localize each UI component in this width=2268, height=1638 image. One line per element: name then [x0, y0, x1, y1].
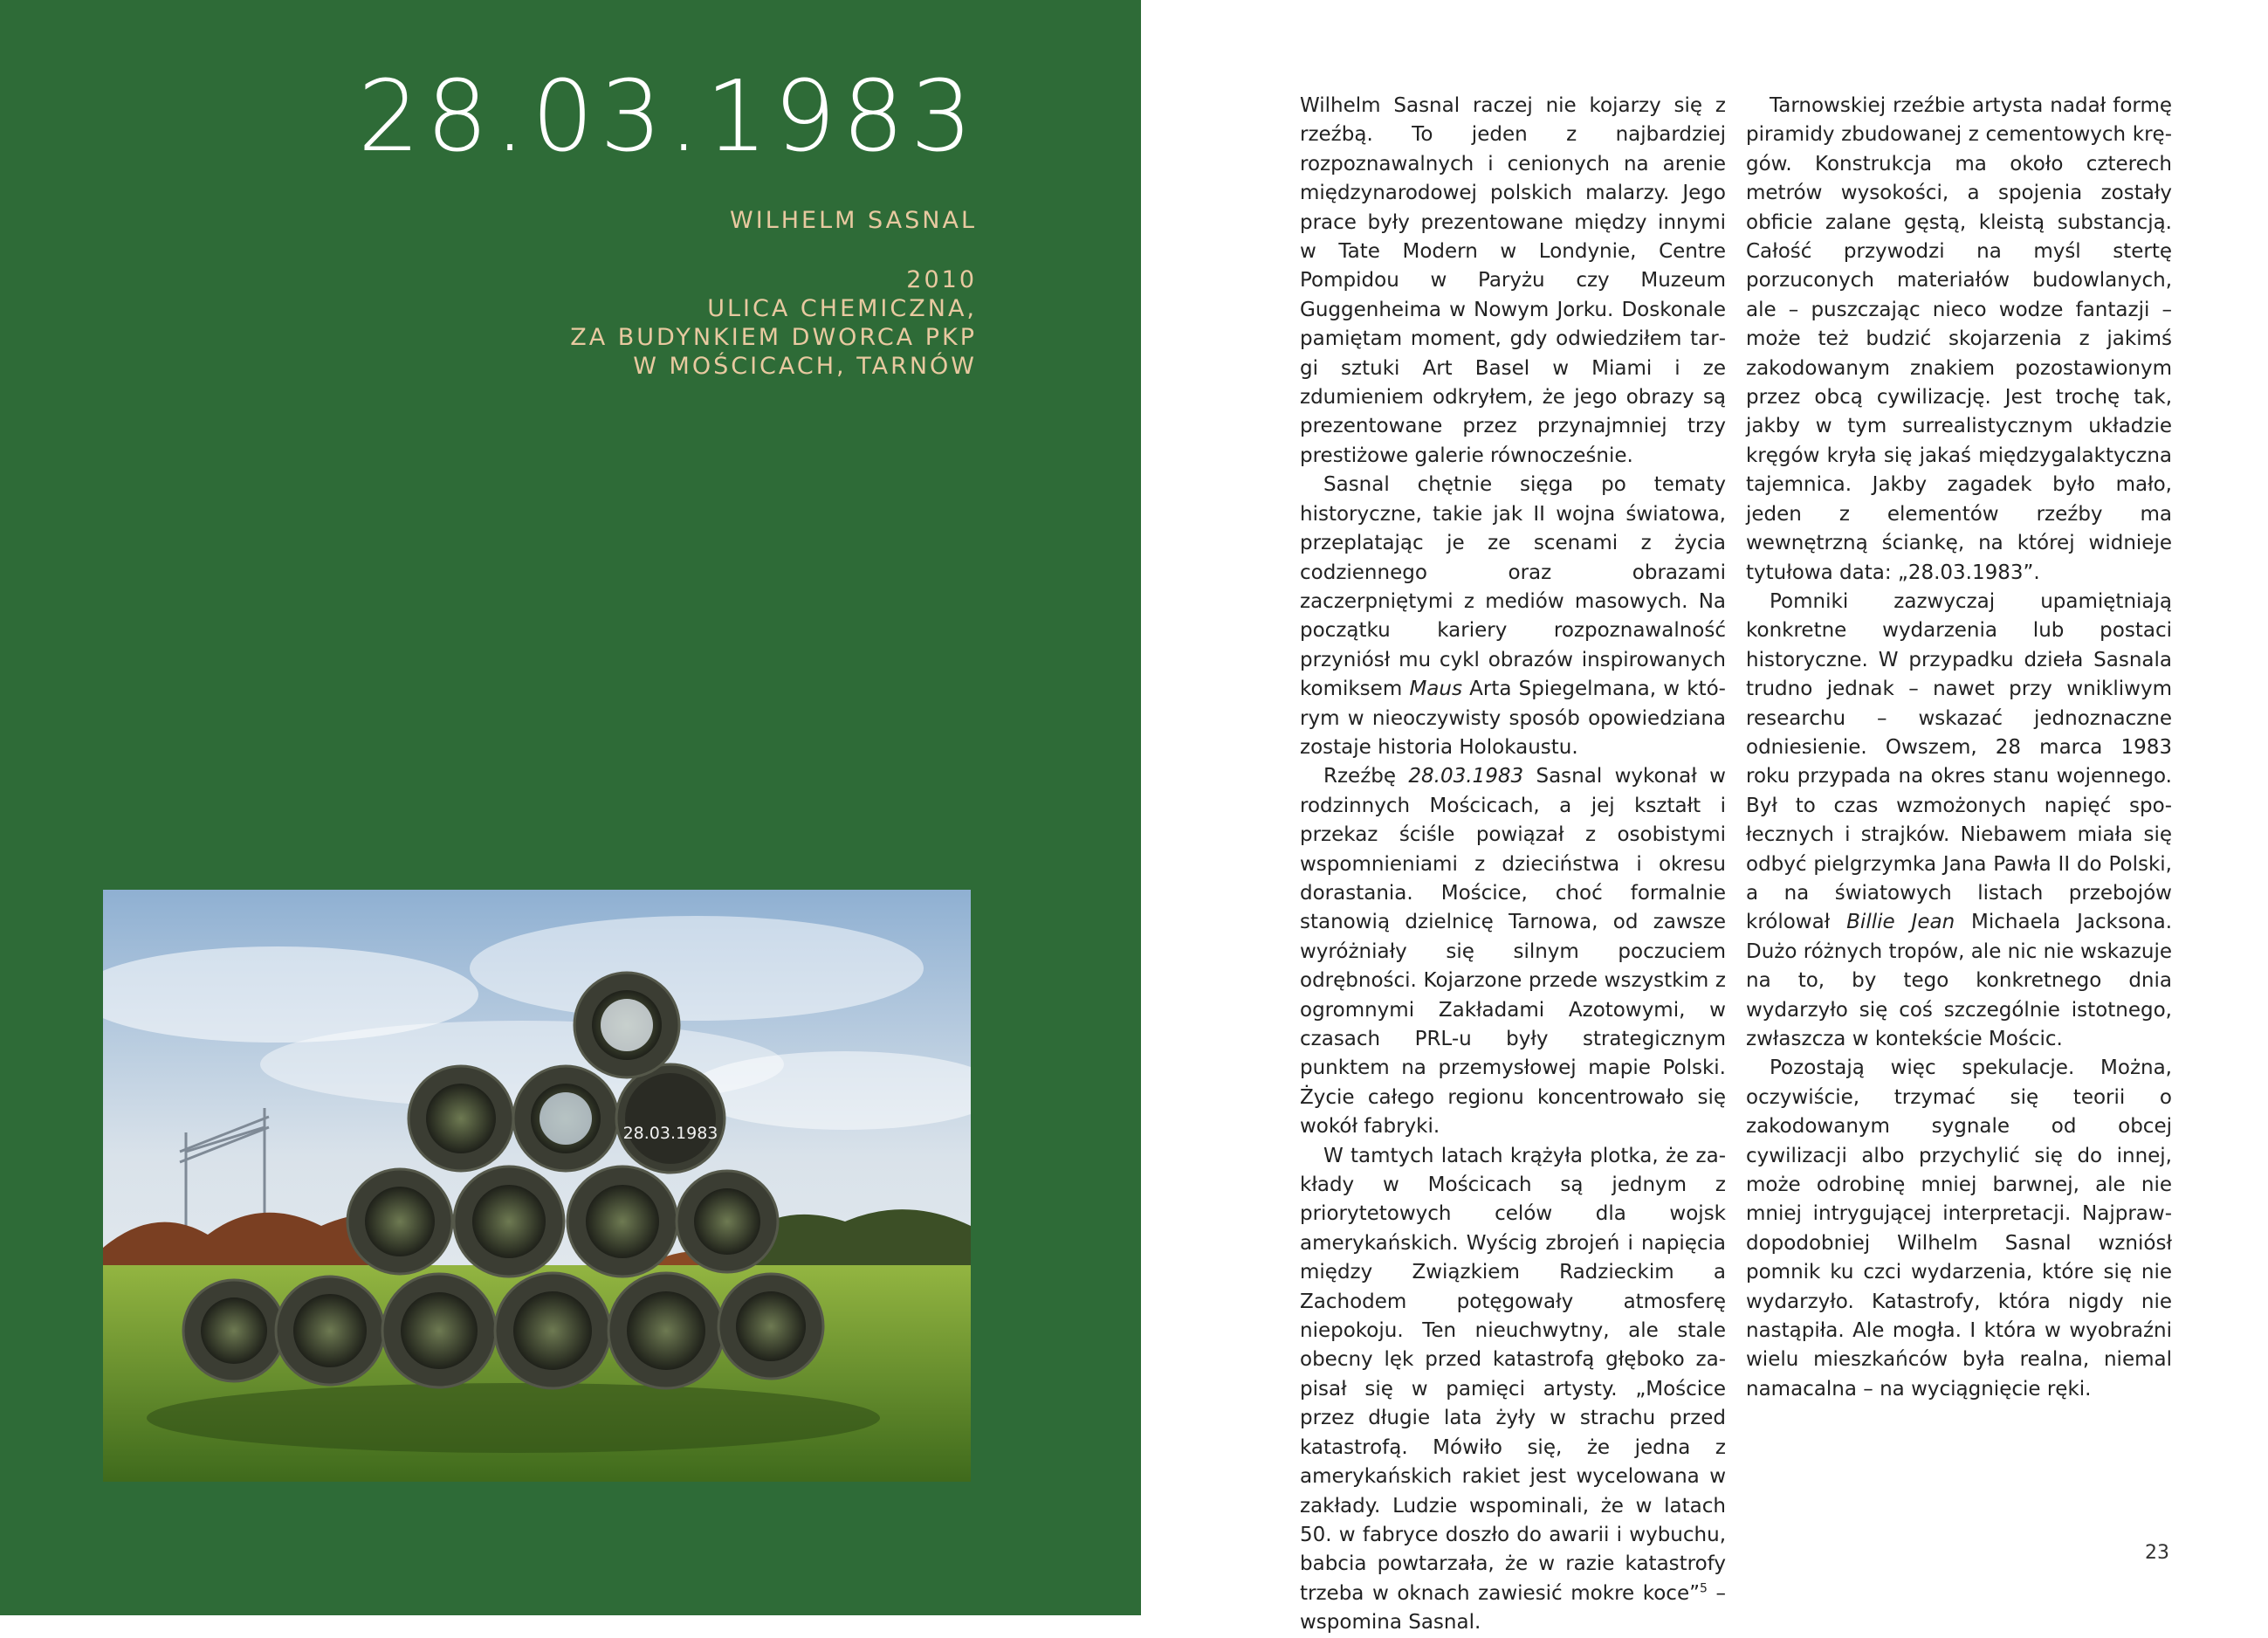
paragraph: Rzeźbę 28.03.1983 Sasnal wykonał w rodzinnych Mościcach, a jej kształt i przekaz ściśle powiązał z osobistymi wspomnieniami z dzieciństwa i okresu dorastania. Mościce, choć formalnie stanowią dzielnicę Tarnowa, od zawsze wyróżniały się silnym poczuciem odrębności. Kojarzone przede wszystkim z ogromnymi Zakładami Azotowymi, w czasach PRL-u były strategicznym punktem na przemysłowej mapie Polski. Życie całego regionu koncentrowało się wokół fabryki.: [1300, 765, 1726, 1139]
location-line-1: ULICA CHEMICZNA,: [707, 295, 977, 322]
artwork-year: 2010: [906, 266, 977, 293]
text-column-1: [1300, 92, 1726, 1638]
sculpture-photo: [103, 890, 971, 1482]
paragraph: Pomniki zazwyczaj upamiętniają konkretne wydarzenia lub postaci historyczne. W przypadku dzieła Sasnala trudno jednak – nawet przy wnikliwym researchu – wskazać jednoznaczne odniesienie. Owszem, 28 marca 1983 roku przypada na okres stanu wojennego. Był to czas wzmożonych napięć społecznych i strajków. Niebawem miała się odbyć pielgrzymka Jana Pawła II do Polski, a na światowych listach przebojów królował Billie Jean Michaela Jacksona. Dużo różnych tropów, ale nic nie wskazuje na to, by tego konkretnego dnia wydarzyło się coś szczególnie istotnego, zwłaszcza w kontekście Mościc.: [1746, 589, 2173, 1050]
paragraph: Wilhelm Sasnal raczej nie kojarzy się z rzeźbą. To jeden z najbardziej rozpoznawalnych i cenionych na arenie międzynarodowej polskich malarzy. Jego prace były prezentowane między innymi w Tate Modern w Londynie, Centre Pompidou w Paryżu czy Muzeum Guggenheima w Nowym Jorku. Doskonale pamiętam moment, gdy odwiedziłem targi sztuki Art Basel w Miami i ze zdumieniem odkryłem, że jego obrazy są prezentowane przez przynajmniej trzy prestiżowe galerie równocześnie.: [1300, 94, 1726, 467]
text-column-2: [1746, 92, 2172, 1404]
artist-name: WILHELM SASNAL: [730, 207, 977, 234]
artwork-title-date: 28.03.1983: [357, 60, 979, 174]
left-page: [0, 0, 1141, 1615]
paragraph: W tamtych latach krążyła plotka, że zakłady w Mościcach są jednym z priorytetowych celów dla wojsk amerykańskich. Wyścig zbrojeń i napięcia między Związkiem Radzieckim a Zachodem potęgowały atmosferę niepokoju. Ten nieuchwytny, ale stale obecny lęk przed katastrofą głęboko zapisał się w pamięci artysty. „Mościce przez długie lata żyły w strachu przed katastrofą. Mówiło się, że jedna z amerykańskich rakiet jest wycelowana w zakłady. Ludzie wspominali, że w latach 50. w fabryce doszło do awarii i wybuchu, babcia powtarzała, że w razie katastrofy trzeba w oknach zawiesić mokre koce”$^5$ – wspomina Sasnal.: [1300, 1144, 1726, 1635]
location-line-3: W MOŚCICACH, TARNÓW: [633, 353, 977, 380]
page-number: 23: [2145, 1542, 2169, 1564]
paragraph: Sasnal chętnie sięga po tematy historyczne, takie jak II wojna światowa, przeplatając je ze scenami z życia codziennego oraz obrazami zaczerpniętymi z mediów masowych. Na początku kariery rozpoznawalność przyniósł mu cykl obrazów inspirowanych komiksem Maus Arta Spiegelmana, w którym w nieoczywisty sposób opowiedziana zostaje historia Holokaustu.: [1300, 473, 1726, 759]
paragraph: Tarnowskiej rzeźbie artysta nadał formę piramidy zbudowanej z cementowych kręgów. Konstrukcja ma około czterech metrów wysokości, a spojenia zostały obficie zalane gęstą, kleistą substancją. Całość przywodzi na myśl stertę porzuconych materiałów budowlanych, ale – puszczając nieco wodze fantazji – może też budzić skojarzenia z jakimś zakodowanym znakiem pozostawionym przez obcą cywilizację. Jest trochę tak, jakby w tym surrealistycznym układzie kręgów kryła się jakaś międzygalaktyczna tajemnica. Jakby zagadek było mało, jeden z elementów rzeźby ma wewnętrzną ściankę, na której widnieje tytułowa data: „28.03.1983”.: [1746, 94, 2172, 584]
paragraph: Pozostają więc spekulacje. Można, oczywiście, trzymać się teorii o zakodowanym sygnale od obcej cywilizacji albo przychylić się do innej, może odrobinę mniej barwnej, ale nie mniej intrygującej interpretacji. Najprawdopodobniej Wilhelm Sasnal wzniósł pomnik ku czci wydarzenia, które się nie wydarzyło. Katastrofy, która nigdy nie nastąpiła. Ale mogła. I która w wyobraźni wielu mieszkańców była realna, niemal namacalna – na wyciągnięcie ręki.: [1746, 1056, 2172, 1401]
sculpture-illustration: [103, 890, 971, 1482]
location-line-2: ZA BUDYNKIEM DWORCA PKP: [570, 324, 977, 351]
sculpture-inscription: 28.03.1983: [622, 1124, 718, 1143]
footnote-marker: 5: [1700, 1581, 1708, 1596]
artwork-meta: [570, 265, 977, 381]
